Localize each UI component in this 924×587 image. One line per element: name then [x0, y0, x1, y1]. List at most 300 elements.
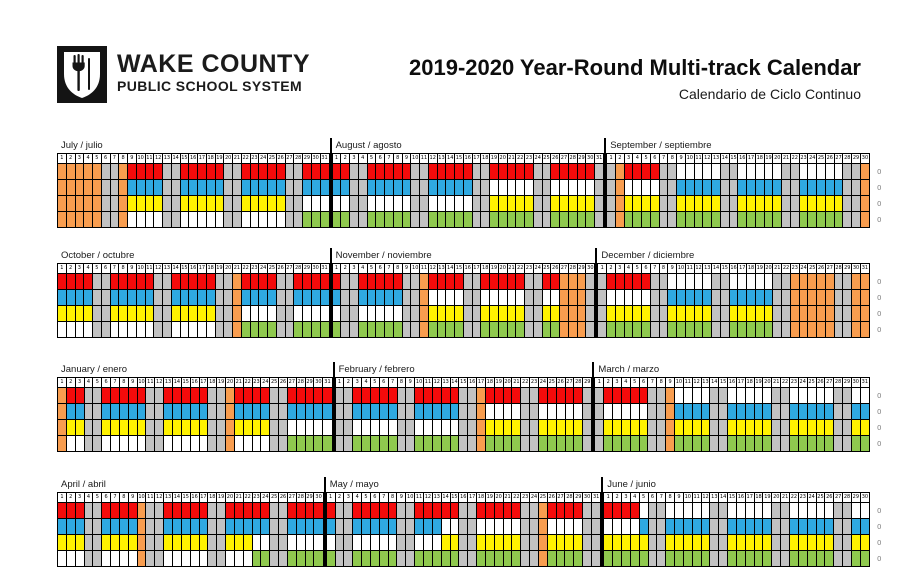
day-number-cell: 29 — [305, 378, 314, 388]
day-number-cell: 29 — [843, 264, 852, 274]
track-4-day-cell — [101, 212, 110, 228]
track-4-day-cell — [388, 551, 397, 567]
track-1-day-cell — [446, 164, 455, 180]
track-2-day-cell — [834, 180, 843, 196]
track-2-day-cell — [481, 290, 490, 306]
track-2-day-cell — [243, 404, 252, 420]
track-4-day-cell — [477, 551, 486, 567]
track-3-day-cell — [624, 306, 633, 322]
page-title: 2019-2020 Year-Round Multi-track Calendar — [409, 55, 861, 80]
track-1-day-cell — [303, 164, 312, 180]
track-2-day-cell — [411, 290, 420, 306]
day-number-cell: 15 — [181, 493, 190, 503]
track-3-day-cell — [208, 535, 217, 551]
track-1-day-cell — [763, 503, 772, 519]
track-4-day-cell — [459, 551, 468, 567]
day-number-cell: 5 — [367, 154, 376, 164]
track-1-day-cell — [110, 274, 119, 290]
track-1-day-cell — [388, 388, 397, 404]
day-number-cell: 9 — [128, 378, 137, 388]
track-1-day-cell — [816, 388, 825, 404]
track-4-day-cell — [685, 212, 694, 228]
track-1-day-cell — [521, 388, 530, 404]
track-3-day-cell — [542, 196, 551, 212]
track-2-row — [595, 404, 870, 420]
track-4-day-cell — [276, 212, 285, 228]
track-4-row — [326, 551, 601, 567]
day-number-cell: 3 — [75, 378, 84, 388]
track-3-day-cell — [154, 306, 163, 322]
track-3-day-cell — [93, 535, 102, 551]
track-3-day-cell — [459, 535, 468, 551]
day-number-cell: 9 — [128, 264, 137, 274]
track-4-day-cell — [574, 551, 583, 567]
track-4-day-cell — [367, 212, 376, 228]
track-1-day-cell — [825, 503, 834, 519]
track-3-day-cell — [685, 306, 694, 322]
track-2-day-cell — [137, 519, 146, 535]
track-4-day-cell — [790, 551, 799, 567]
track-4-day-cell — [843, 436, 852, 452]
track-1-day-cell — [335, 388, 344, 404]
track-4-day-cell — [128, 212, 137, 228]
day-number-cell: 13 — [437, 264, 446, 274]
month-grid — [594, 377, 870, 452]
day-number-cell: 15 — [181, 378, 190, 388]
track-2-day-cell — [477, 404, 486, 420]
track-2-day-cell — [128, 519, 137, 535]
track-2-day-cell — [303, 290, 312, 306]
track-2-day-cell — [198, 290, 207, 306]
track-1-day-cell — [677, 274, 686, 290]
track-2-day-cell — [163, 290, 172, 306]
track-2-day-cell — [75, 519, 84, 535]
track-1-day-cell — [402, 274, 411, 290]
day-number-cell: 1 — [332, 264, 341, 274]
track-4-day-cell — [424, 436, 433, 452]
day-number-cell: 13 — [164, 493, 173, 503]
track-1-day-cell — [825, 274, 834, 290]
track-1-day-cell — [261, 388, 270, 404]
track-1-day-cell — [172, 503, 181, 519]
track-1-day-cell — [481, 164, 490, 180]
track-2-day-cell — [703, 180, 712, 196]
month-grid — [57, 263, 330, 338]
day-number-cell: 17 — [199, 493, 208, 503]
day-number-cell: 28 — [568, 154, 577, 164]
track-4-day-cell — [598, 322, 607, 338]
track-3-day-cell — [630, 535, 639, 551]
track-3-day-cell — [171, 306, 180, 322]
track-4-day-cell — [642, 322, 651, 338]
day-number-cell: 16 — [189, 154, 198, 164]
track-2-day-cell — [503, 519, 512, 535]
track-1-day-cell — [136, 274, 145, 290]
track-3-day-cell — [102, 420, 111, 436]
track-1-day-cell — [208, 503, 217, 519]
track-2-day-cell — [675, 519, 684, 535]
day-number-cell: 25 — [547, 378, 556, 388]
track-2-day-cell — [84, 180, 93, 196]
day-number-cell: 21 — [507, 264, 516, 274]
track-1-day-cell — [353, 503, 362, 519]
day-number-cell: 15 — [719, 378, 728, 388]
track-2-day-cell — [163, 180, 172, 196]
track-1-day-cell — [754, 503, 763, 519]
track-1-day-cell — [276, 274, 285, 290]
track-4-day-cell — [93, 212, 102, 228]
track-4-day-cell — [624, 212, 633, 228]
track-2-day-cell — [754, 519, 763, 535]
track-3-day-cell — [817, 306, 826, 322]
track-3-day-cell — [137, 420, 146, 436]
track-3-day-cell — [772, 420, 781, 436]
track-1-day-cell — [666, 503, 675, 519]
day-number-cell: 18 — [206, 154, 215, 164]
track-3-day-cell — [754, 420, 763, 436]
day-number-cell: 30 — [852, 264, 861, 274]
track-2-day-cell — [388, 519, 397, 535]
track-2-day-cell — [568, 180, 577, 196]
track-3-day-cell — [565, 535, 574, 551]
day-number-cell: 28 — [843, 154, 852, 164]
track-3-day-cell — [370, 535, 379, 551]
day-number-cell: 20 — [226, 378, 235, 388]
track-4-day-cell — [111, 551, 120, 567]
track-3-day-cell — [155, 420, 164, 436]
track-4-day-cell — [189, 322, 198, 338]
day-number-cell: 23 — [798, 493, 807, 503]
day-number-cell: 12 — [155, 493, 164, 503]
track-2-day-cell — [145, 290, 154, 306]
day-number-cell: 15 — [180, 154, 189, 164]
day-number-cell: 23 — [530, 378, 539, 388]
day-number-cell: 24 — [530, 493, 539, 503]
day-number-cell: 18 — [208, 378, 217, 388]
track-1-day-cell — [630, 503, 639, 519]
track-3-day-cell — [252, 535, 261, 551]
track-2-day-cell — [490, 180, 499, 196]
track-2-day-cell — [754, 404, 763, 420]
day-number-cell: 4 — [362, 378, 371, 388]
track-3-day-cell — [294, 196, 303, 212]
track-1-day-cell — [485, 388, 494, 404]
track-3-day-cell — [568, 306, 577, 322]
day-number-cell: 7 — [648, 378, 657, 388]
day-number-cell: 8 — [119, 378, 128, 388]
track-4-day-cell — [755, 212, 764, 228]
track-3-day-cell — [323, 420, 332, 436]
track-1-day-cell — [538, 503, 547, 519]
track-4-day-cell — [226, 436, 235, 452]
track-2-day-cell — [145, 180, 154, 196]
track-1-day-cell — [521, 503, 530, 519]
day-number-cell: 18 — [755, 154, 764, 164]
track-1-day-cell — [736, 503, 745, 519]
day-number-cell: 14 — [172, 378, 181, 388]
track-1-day-cell — [385, 274, 394, 290]
track-3-day-cell — [379, 420, 388, 436]
track-2-day-cell — [146, 519, 155, 535]
track-3-day-cell — [834, 420, 843, 436]
track-2-day-cell — [782, 290, 791, 306]
day-number-cell: 1 — [604, 493, 613, 503]
day-number-cell: 18 — [481, 264, 490, 274]
track-2-day-cell — [860, 180, 869, 196]
day-number-cell: 3 — [344, 493, 353, 503]
track-2-day-cell — [498, 180, 507, 196]
track-2-day-cell — [335, 404, 344, 420]
month-november — [330, 248, 596, 338]
track-2-day-cell — [171, 290, 180, 306]
track-2-day-cell — [668, 290, 677, 306]
day-number-cell: 5 — [93, 378, 102, 388]
track-1-day-cell — [507, 274, 516, 290]
calendar-strip-2 — [57, 248, 882, 338]
track-2-day-cell — [481, 180, 490, 196]
track-4-day-cell — [268, 322, 277, 338]
day-number-cell: 17 — [472, 154, 481, 164]
track-1-row — [335, 388, 592, 404]
row-count-labels — [877, 388, 881, 452]
day-number-cell: 19 — [215, 154, 224, 164]
track-3-row — [335, 420, 592, 436]
track-1-row — [332, 274, 595, 290]
track-3-day-cell — [208, 420, 217, 436]
track-4-day-cell — [586, 212, 595, 228]
track-1-day-cell — [468, 388, 477, 404]
track-3-day-cell — [259, 306, 268, 322]
track-4-day-cell — [568, 322, 577, 338]
track-3-day-cell — [675, 420, 684, 436]
month-grid — [332, 263, 596, 338]
track-2-day-cell — [736, 519, 745, 535]
track-3-day-cell — [276, 306, 285, 322]
track-1-day-cell — [729, 164, 738, 180]
day-number-cell: 25 — [538, 493, 547, 503]
track-1-day-cell — [119, 164, 128, 180]
row-count-labels — [877, 274, 881, 338]
track-1-day-cell — [189, 274, 198, 290]
track-2-day-cell — [250, 290, 259, 306]
day-number-cell: 21 — [782, 154, 791, 164]
track-2-day-cell — [415, 404, 424, 420]
track-3-day-cell — [420, 196, 429, 212]
track-4-day-cell — [66, 322, 75, 338]
track-3-day-cell — [764, 306, 773, 322]
track-4-day-cell — [335, 551, 344, 567]
track-3-day-cell — [494, 420, 503, 436]
track-2-day-cell — [799, 180, 808, 196]
track-3-day-cell — [285, 196, 294, 212]
track-3-day-cell — [556, 535, 565, 551]
track-3-day-cell — [367, 306, 376, 322]
track-3-day-cell — [296, 420, 305, 436]
track-3-row — [604, 535, 870, 551]
track-4-day-cell — [781, 436, 790, 452]
track-1-day-cell — [226, 503, 235, 519]
day-number-cell: 25 — [542, 264, 551, 274]
track-1-day-cell — [799, 274, 808, 290]
day-number-cell: 5 — [93, 154, 102, 164]
day-number-cell: 2 — [335, 493, 344, 503]
track-4-row — [595, 436, 870, 452]
track-4-day-cell — [420, 212, 429, 228]
track-1-day-cell — [58, 274, 67, 290]
track-3-day-cell — [494, 535, 503, 551]
track-2-day-cell — [136, 180, 145, 196]
track-2-day-cell — [432, 519, 441, 535]
day-number-cell: 24 — [799, 264, 808, 274]
track-1-day-cell — [58, 503, 67, 519]
day-number-cell: 5 — [367, 264, 376, 274]
track-2-day-cell — [577, 290, 586, 306]
track-2-day-cell — [807, 519, 816, 535]
track-3-day-cell — [428, 196, 437, 212]
track-2-day-cell — [344, 404, 353, 420]
row-count-label: 0 — [877, 294, 882, 302]
track-1-day-cell — [692, 503, 701, 519]
track-2-day-cell — [852, 180, 861, 196]
track-4-day-cell — [393, 212, 402, 228]
track-3-day-cell — [747, 196, 756, 212]
day-number-cell: 31 — [860, 378, 869, 388]
track-3-day-cell — [66, 420, 75, 436]
track-4-day-cell — [314, 551, 323, 567]
month-december — [595, 248, 870, 338]
track-3-day-cell — [498, 196, 507, 212]
day-number-cell: 14 — [719, 493, 728, 503]
track-1-day-cell — [738, 274, 747, 290]
track-2-row — [607, 180, 870, 196]
track-3-day-cell — [259, 196, 268, 212]
track-2-day-cell — [851, 519, 860, 535]
day-number-cell: 11 — [685, 264, 694, 274]
org-name-block — [117, 46, 310, 94]
track-1-day-cell — [75, 503, 84, 519]
track-2-day-cell — [455, 180, 464, 196]
track-4-day-cell — [807, 436, 816, 452]
track-1-day-cell — [268, 164, 277, 180]
track-2-day-cell — [512, 404, 521, 420]
day-number-cell: 9 — [406, 378, 415, 388]
track-4-day-cell — [441, 436, 450, 452]
track-4-day-cell — [367, 322, 376, 338]
track-3-row — [58, 196, 330, 212]
track-3-day-cell — [446, 306, 455, 322]
track-2-day-cell — [630, 519, 639, 535]
track-1-day-cell — [402, 164, 411, 180]
track-1-row — [598, 274, 870, 290]
track-3-day-cell — [463, 306, 472, 322]
track-3-day-cell — [111, 535, 120, 551]
day-number-cell: 2 — [341, 264, 350, 274]
track-1-day-cell — [128, 388, 137, 404]
day-number-cell: 27 — [834, 493, 843, 503]
track-3-day-cell — [119, 420, 128, 436]
track-3-row — [595, 420, 870, 436]
track-3-day-cell — [180, 196, 189, 212]
track-4-day-cell — [533, 212, 542, 228]
track-1-day-cell — [84, 503, 93, 519]
track-1-day-cell — [595, 388, 604, 404]
track-3-day-cell — [592, 535, 601, 551]
track-2-day-cell — [199, 404, 208, 420]
track-4-day-cell — [119, 436, 128, 452]
track-3-day-cell — [764, 196, 773, 212]
track-2-day-cell — [58, 290, 67, 306]
track-1-day-cell — [712, 274, 721, 290]
month-label: October / octubre — [61, 250, 135, 261]
track-4-day-cell — [710, 551, 719, 567]
track-1-day-cell — [441, 388, 450, 404]
track-3-day-cell — [738, 196, 747, 212]
track-3-day-cell — [468, 535, 477, 551]
track-1-day-cell — [234, 503, 243, 519]
day-number-cell: 15 — [450, 493, 459, 503]
track-1-day-cell — [199, 503, 208, 519]
track-2-day-cell — [816, 519, 825, 535]
track-1-day-cell — [432, 503, 441, 519]
day-number-cell: 26 — [276, 154, 285, 164]
track-2-day-cell — [494, 519, 503, 535]
day-number-cell: 13 — [432, 493, 441, 503]
track-1-day-cell — [639, 503, 648, 519]
day-number-cell: 9 — [677, 154, 686, 164]
day-number-cell: 9 — [675, 493, 684, 503]
day-number-cell: 29 — [577, 264, 586, 274]
track-1-day-cell — [137, 388, 146, 404]
day-number-cell: 3 — [75, 493, 84, 503]
track-2-day-cell — [472, 180, 481, 196]
track-4-day-cell — [397, 436, 406, 452]
track-2-day-cell — [583, 519, 592, 535]
day-number-cell: 28 — [294, 264, 303, 274]
org-name-line1: WAKE COUNTY — [117, 50, 310, 78]
track-4-day-cell — [58, 212, 67, 228]
track-2-day-cell — [683, 519, 692, 535]
day-number-cell: 27 — [560, 264, 569, 274]
track-1-day-cell — [285, 164, 294, 180]
day-number-cell: 26 — [276, 264, 285, 274]
track-4-day-cell — [607, 322, 616, 338]
track-3-day-cell — [101, 306, 110, 322]
track-3-day-cell — [215, 196, 224, 212]
track-2-day-cell — [755, 290, 764, 306]
track-1-day-cell — [755, 274, 764, 290]
track-4-day-cell — [241, 322, 250, 338]
track-4-day-cell — [393, 322, 402, 338]
track-3-day-cell — [326, 535, 335, 551]
track-4-day-cell — [102, 551, 111, 567]
day-number-cell: 19 — [494, 378, 503, 388]
day-number-cell: 11 — [420, 264, 429, 274]
track-3-day-cell — [58, 306, 67, 322]
track-3-day-cell — [860, 535, 869, 551]
track-1-day-cell — [406, 388, 415, 404]
day-number-cell: 31 — [595, 154, 604, 164]
track-3-day-cell — [675, 535, 684, 551]
track-1-day-cell — [172, 388, 181, 404]
track-3-day-cell — [712, 306, 721, 322]
day-number-cell: 4 — [621, 378, 630, 388]
track-3-day-cell — [128, 306, 137, 322]
row-count-label: 0 — [877, 184, 882, 192]
track-4-day-cell — [350, 212, 359, 228]
day-number-cell: 20 — [224, 264, 233, 274]
track-4-day-cell — [521, 436, 530, 452]
track-4-day-cell — [551, 212, 560, 228]
